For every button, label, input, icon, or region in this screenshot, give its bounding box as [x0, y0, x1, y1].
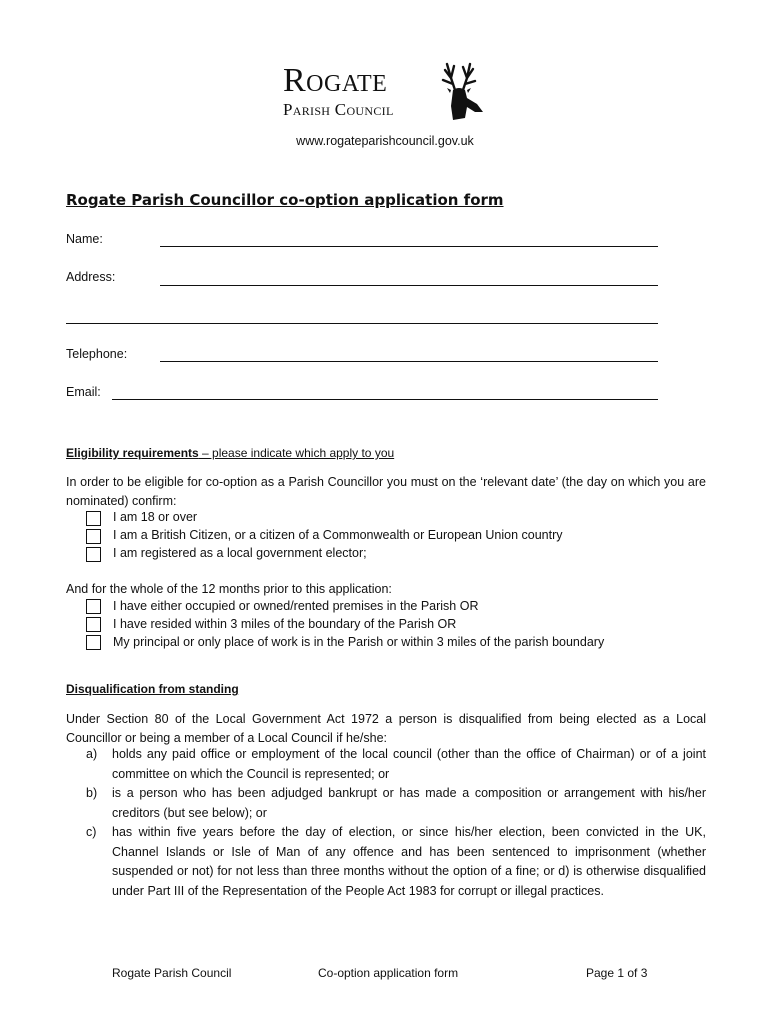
address-field-line-2[interactable]	[66, 323, 658, 324]
eligibility-heading-text: Eligibility requirements	[66, 446, 199, 460]
address-field-line-1[interactable]	[160, 285, 658, 286]
logo-subtitle: Parish Council	[283, 100, 394, 119]
checkbox-label: I have either occupied or owned/rented premises in the Parish OR	[113, 599, 479, 613]
checkbox[interactable]	[86, 635, 101, 650]
logo-title: Rogate	[283, 62, 388, 99]
checkbox[interactable]	[86, 511, 101, 526]
disqualification-intro: Under Section 80 of the Local Government Act 1972 a person is disqualified from being elected as a Local Councillor or being a member of a Local Council if he/she:	[66, 712, 706, 745]
telephone-field[interactable]	[160, 361, 658, 362]
checkbox[interactable]	[86, 617, 101, 632]
list-text: holds any paid office or employment of the local council (other than the office of Chairman) or of a joint committee on which the Council is represented; or	[112, 747, 706, 781]
name-field[interactable]	[160, 246, 658, 247]
checkbox-label: I have resided within 3 miles of the boundary of the Parish OR	[113, 617, 457, 631]
disqualification-heading: Disqualification from standing	[66, 682, 239, 696]
checkbox[interactable]	[86, 529, 101, 544]
footer-center: Co-option application form	[318, 966, 459, 980]
form-title: Rogate Parish Councillor co-option application form	[66, 191, 504, 209]
stag-head-icon	[437, 60, 489, 122]
council-logo	[280, 62, 495, 132]
telephone-label: Telephone:	[66, 347, 128, 361]
eligibility-intro-2: And for the whole of the 12 months prior to this application:	[66, 582, 392, 596]
checkbox-label: I am 18 or over	[113, 510, 198, 524]
footer-page-number: Page 1 of 3	[586, 966, 648, 980]
list-text: has within five years before the day of election, or since his/her election, been convicted in the UK, Channel Islands or Isle of Man of any offence and has been sentenced to imprisonment (whether suspended or not) for not less than three months without the option of a fine; or d) is otherwise disqualified under Part III of the Representation of the People Act 1983 for corrupt or illegal practices.	[112, 825, 706, 898]
list-text: is a person who has been adjudged bankrupt or has made a composition or arrangement with his/her creditors (but see below); or	[112, 786, 706, 820]
website-url: www.rogateparishcouncil.gov.uk	[296, 134, 474, 148]
checkbox-label: I am registered as a local government elector;	[113, 546, 367, 560]
checkbox[interactable]	[86, 599, 101, 614]
name-label: Name:	[66, 232, 103, 246]
checkbox-label: I am a British Citizen, or a citizen of a Commonwealth or European Union country	[113, 528, 563, 542]
address-label: Address:	[66, 270, 116, 284]
footer-left: Rogate Parish Council	[112, 966, 232, 980]
email-field[interactable]	[112, 399, 658, 400]
email-label: Email:	[66, 385, 101, 399]
eligibility-heading	[66, 446, 394, 460]
list-marker: b)	[86, 786, 98, 800]
list-marker: a)	[86, 747, 98, 761]
eligibility-heading-rest: – please indicate which apply to you	[198, 446, 395, 460]
list-marker: c)	[86, 825, 97, 839]
checkbox[interactable]	[86, 547, 101, 562]
checkbox-label: My principal or only place of work is in the Parish or within 3 miles of the parish boundary	[113, 635, 605, 649]
eligibility-intro: In order to be eligible for co-option as a Parish Councillor you must on the ‘relevant date’ (the day on which you are nominated) confirm:	[66, 475, 706, 508]
